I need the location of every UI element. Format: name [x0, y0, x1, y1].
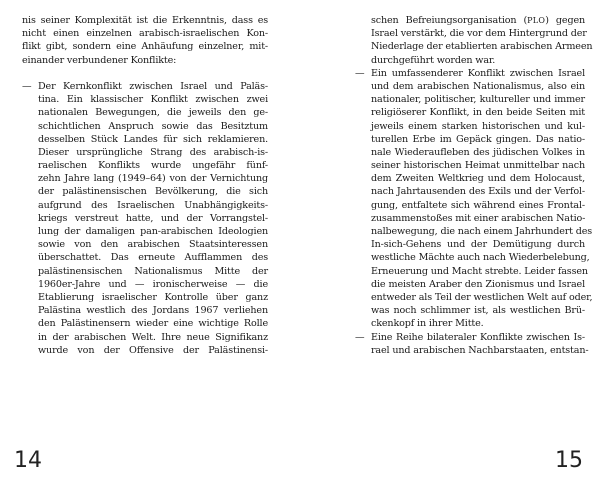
text-line [22, 80, 268, 93]
text-line: was noch schlimmer ist, als westlichen Brü- [371, 305, 585, 317]
text-line: palästinensischen Nationalismus Mitte der [38, 265, 268, 277]
text-line: nale Wiederaufleben des jüdischen Volkes in [371, 146, 585, 158]
list-dash: — [355, 67, 365, 79]
text-line: Dieser ursprüngliche Strang des arabisch-is- [38, 146, 268, 158]
text-line: flikt gibt, sondern eine Anhäufung einzelner, mit- [22, 41, 268, 53]
text-line: nalbewegung, die nach einem Jahrhundert des [371, 226, 593, 237]
right-page [355, 14, 593, 357]
text-line: zusammenstoßes mit einer arabischen Natio- [371, 212, 586, 224]
text-line: nationaler, politischer, kultureller und immer [371, 94, 585, 106]
text-line: sowie von den arabischen Staatsinteressen [38, 239, 268, 251]
left-page [22, 14, 268, 357]
text-line: die meisten Araber den Zionismus und Israel [371, 278, 585, 290]
text-line: nicht einen einzelnen arabisch-israelischen Kon- [22, 28, 268, 40]
page-number-left: 14 [14, 448, 42, 473]
text-line: Niederlage der etablierten arabischen Armeen [371, 41, 593, 53]
text-line: der palästinensischen Bevölkerung, die sich [38, 186, 268, 198]
text-line: Erneuerung und Macht strebte. Leider fassen [371, 265, 588, 277]
text-line: seiner historischen Heimat unmittelbar nach [371, 160, 585, 172]
text-line: und dem arabischen Nationalismus, also ein [371, 80, 585, 92]
text-line: religiöserer Konflikt, in den beide Seiten mit [371, 107, 585, 119]
text-line-content: Der Kernkonflikt zwischen Israel und Paläs- [38, 80, 268, 92]
page-number-right: 15 [555, 448, 583, 473]
paragraph-gap [22, 67, 268, 80]
text-line: nach Jahrtausenden des Exils und der Verfol- [371, 186, 585, 198]
text-line: in der arabischen Welt. Ihre neue Signifikanz [38, 331, 268, 343]
text-line: lung der damaligen pan-arabischen Ideologien [38, 226, 268, 237]
text-line: nis seiner Komplexität ist die Erkenntnis, dass es [22, 15, 268, 26]
text-line: ckenkopf in ihrer Mitte. [371, 318, 484, 330]
text-line: nationalen Bewegungen, die jeweils den ge- [38, 107, 268, 119]
text-line: wurde von der Offensive der Palästinensi- [38, 344, 268, 356]
list-item-bilateral-conflicts [355, 331, 589, 357]
text-line: rael und arabischen Nachbarstaaten, entstan- [371, 344, 589, 356]
text-line: schen Befreiungsorganisation (PLO) gegen [371, 15, 586, 26]
text-line: Palästina westlich des Jordans 1967 verliehen [38, 305, 268, 317]
list-item-arab-nationalism [355, 67, 593, 331]
text-line: dem Zweiten Weltkrieg und dem Holocaust, [371, 173, 585, 185]
text-line: turellen Erbe im Gepäck gingen. Das natio- [371, 133, 585, 145]
list-dash: — [22, 80, 32, 92]
text-line: desselben Stück Landes für sich reklamieren. [38, 133, 268, 145]
text-line [355, 331, 585, 344]
text-line: schichtlichen Anspruch sowie das Besitztum [38, 120, 268, 132]
text-line: aufgrund des Israelischen Unabhängigkeits- [38, 199, 268, 211]
text-line: westliche Mächte auch nach Wiederbelebung, [371, 252, 590, 264]
text-line: raelischen Konflikts wurde ungefähr fünf- [38, 160, 268, 172]
continuation-paragraph [355, 14, 593, 67]
text-line: durchgeführt worden war. [371, 54, 496, 66]
text-line: jeweils einem starken historischen und kul- [371, 120, 585, 132]
text-line-content: Ein umfassenderer Konflikt zwischen Israel [371, 67, 585, 79]
text-line: zehn Jahre lang (1949–64) von der Vernichtung [38, 173, 268, 185]
text-line: kriegs verstreut hatte, und der Vorrangstel- [38, 212, 268, 224]
abbreviation-plo: PLO [527, 16, 546, 25]
text-line: überschattet. Das erneute Aufflammen des [38, 252, 268, 264]
text-line-content: Eine Reihe bilateraler Konflikte zwischen Is- [371, 331, 585, 343]
text-line: einander verbundener Konflikte: [22, 54, 177, 66]
text-line: Israel verstärkt, die vor dem Hintergrund der [371, 28, 587, 40]
text-line: den Palästinensern wieder eine wichtige Rolle [38, 318, 268, 330]
list-dash: — [355, 331, 365, 343]
text-line: entweder als Teil der westlichen Welt auf oder, [371, 291, 593, 303]
list-item-core-conflict [22, 80, 268, 357]
intro-paragraph [22, 14, 268, 67]
text-line [355, 67, 585, 80]
text-line: 1960er-Jahre und — ironischerweise — die [38, 278, 268, 290]
text-line: Etablierung israelischer Kontrolle über ganz [38, 291, 268, 303]
text-line: gung, entfaltete sich während eines Frontal- [371, 199, 585, 211]
text-line: tina. Ein klassischer Konflikt zwischen zwei [38, 94, 268, 106]
text-line: In-sich-Gehens und der Demütigung durch [371, 239, 585, 251]
